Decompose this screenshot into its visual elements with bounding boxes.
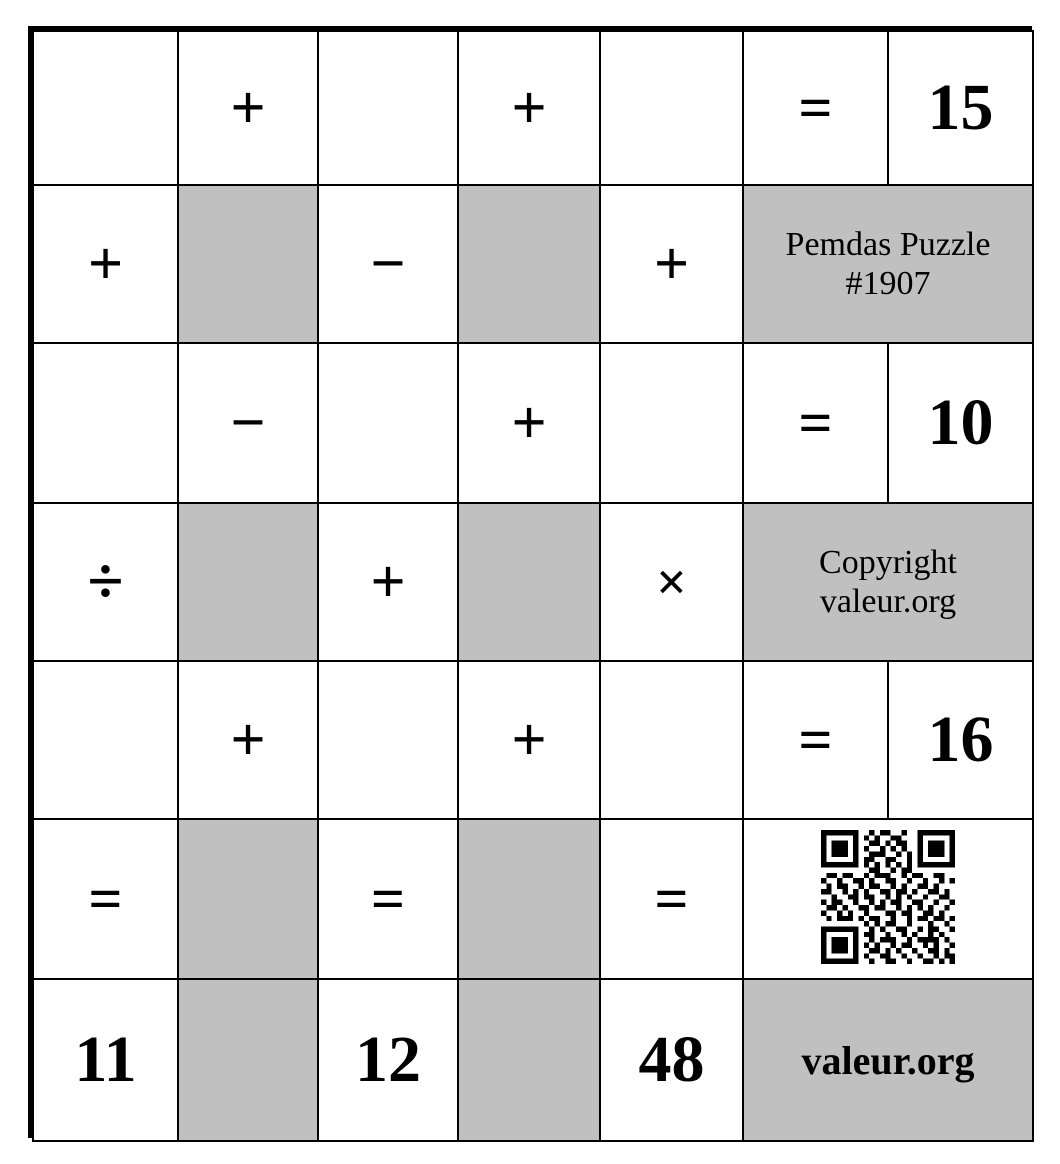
cell-r2c5-equals xyxy=(743,343,888,503)
cell-r5c0-equals xyxy=(33,819,178,979)
puzzle-title: Pemdas Puzzle #1907 xyxy=(785,225,991,302)
cell-r2c6-result xyxy=(888,343,1033,503)
cell-r6c1-shaded xyxy=(178,979,318,1141)
cell-r3c1-shaded xyxy=(178,503,318,661)
cell-r3c3-shaded xyxy=(458,503,600,661)
pemdas-puzzle-grid xyxy=(28,26,1032,1138)
cell-r4c6-result xyxy=(888,661,1033,819)
cell-r4c1-operator xyxy=(178,661,318,819)
equals-sign: = xyxy=(370,866,406,932)
cell-r1c1-shaded xyxy=(178,185,318,343)
operator-plus: + xyxy=(511,706,547,774)
copyright-line-2: valeur.org xyxy=(819,583,957,620)
table-row xyxy=(33,661,1033,819)
cell-r6c0-answer xyxy=(33,979,178,1141)
cell-r3c0-operator xyxy=(33,503,178,661)
cell-r4c0-empty[interactable] xyxy=(33,661,178,819)
operator-plus: + xyxy=(370,548,406,616)
cell-r0c3-operator xyxy=(458,31,600,185)
cell-r2c3-operator xyxy=(458,343,600,503)
column-result-value: 11 xyxy=(74,1023,137,1096)
puzzle-title-cell xyxy=(743,185,1033,343)
equals-sign: = xyxy=(88,866,123,932)
operator-plus: + xyxy=(230,706,266,774)
row-result-value: 16 xyxy=(927,703,994,776)
cell-r5c4-equals xyxy=(600,819,743,979)
copyright-text xyxy=(744,539,1032,625)
cell-r1c4-operator xyxy=(600,185,743,343)
table-row xyxy=(33,819,1033,979)
qr-code-icon xyxy=(821,830,955,964)
row-result-value: 15 xyxy=(927,71,994,144)
cell-r0c4-empty[interactable] xyxy=(600,31,743,185)
equals-sign: = xyxy=(798,75,833,141)
operator-plus: + xyxy=(230,74,266,142)
table-row xyxy=(33,31,1033,185)
cell-r5c1-shaded xyxy=(178,819,318,979)
copyright-cell xyxy=(743,503,1033,661)
table-row xyxy=(33,343,1033,503)
cell-r1c0-operator xyxy=(33,185,178,343)
cell-r0c0-empty[interactable] xyxy=(33,31,178,185)
equals-sign: = xyxy=(654,866,689,932)
cell-r4c2-empty[interactable] xyxy=(318,661,458,819)
cell-r6c3-shaded xyxy=(458,979,600,1141)
operator-minus: − xyxy=(230,389,266,457)
cell-r4c4-empty[interactable] xyxy=(600,661,743,819)
brand-label: valeur.org xyxy=(801,1037,975,1083)
table-row xyxy=(33,503,1033,661)
puzzle-table xyxy=(32,30,1034,1142)
table-row xyxy=(33,979,1033,1141)
cell-r3c2-operator xyxy=(318,503,458,661)
row-result-value: 10 xyxy=(927,386,994,459)
copyright-line-1: Copyright xyxy=(819,543,957,581)
cell-r2c1-operator xyxy=(178,343,318,503)
cell-r4c5-equals xyxy=(743,661,888,819)
operator-plus: + xyxy=(511,74,547,142)
cell-r2c4-empty[interactable] xyxy=(600,343,743,503)
cell-r0c2-empty[interactable] xyxy=(318,31,458,185)
cell-r6c2-answer xyxy=(318,979,458,1141)
table-row xyxy=(33,185,1033,343)
cell-r3c4-operator xyxy=(600,503,743,661)
cell-r5c3-shaded xyxy=(458,819,600,979)
cell-r0c1-operator xyxy=(178,31,318,185)
column-result-value: 12 xyxy=(355,1023,421,1096)
cell-r2c2-empty[interactable] xyxy=(318,343,458,503)
equals-sign: = xyxy=(798,390,833,456)
brand-cell[interactable] xyxy=(743,979,1033,1141)
equals-sign: = xyxy=(798,707,833,773)
operator-plus: + xyxy=(87,230,124,298)
qr-code-cell[interactable] xyxy=(743,819,1033,979)
operator-plus: + xyxy=(511,389,547,457)
operator-multiply: × xyxy=(656,552,687,612)
cell-r0c6-result xyxy=(888,31,1033,185)
cell-r4c3-operator xyxy=(458,661,600,819)
cell-r1c2-operator xyxy=(318,185,458,343)
operator-divide: ÷ xyxy=(87,545,124,618)
operator-minus: − xyxy=(370,230,406,298)
cell-r0c5-equals xyxy=(743,31,888,185)
cell-r5c2-equals xyxy=(318,819,458,979)
column-result-value: 48 xyxy=(638,1023,705,1096)
operator-plus: + xyxy=(653,230,690,298)
cell-r6c4-answer xyxy=(600,979,743,1141)
cell-r2c0-empty[interactable] xyxy=(33,343,178,503)
cell-r1c3-shaded xyxy=(458,185,600,343)
